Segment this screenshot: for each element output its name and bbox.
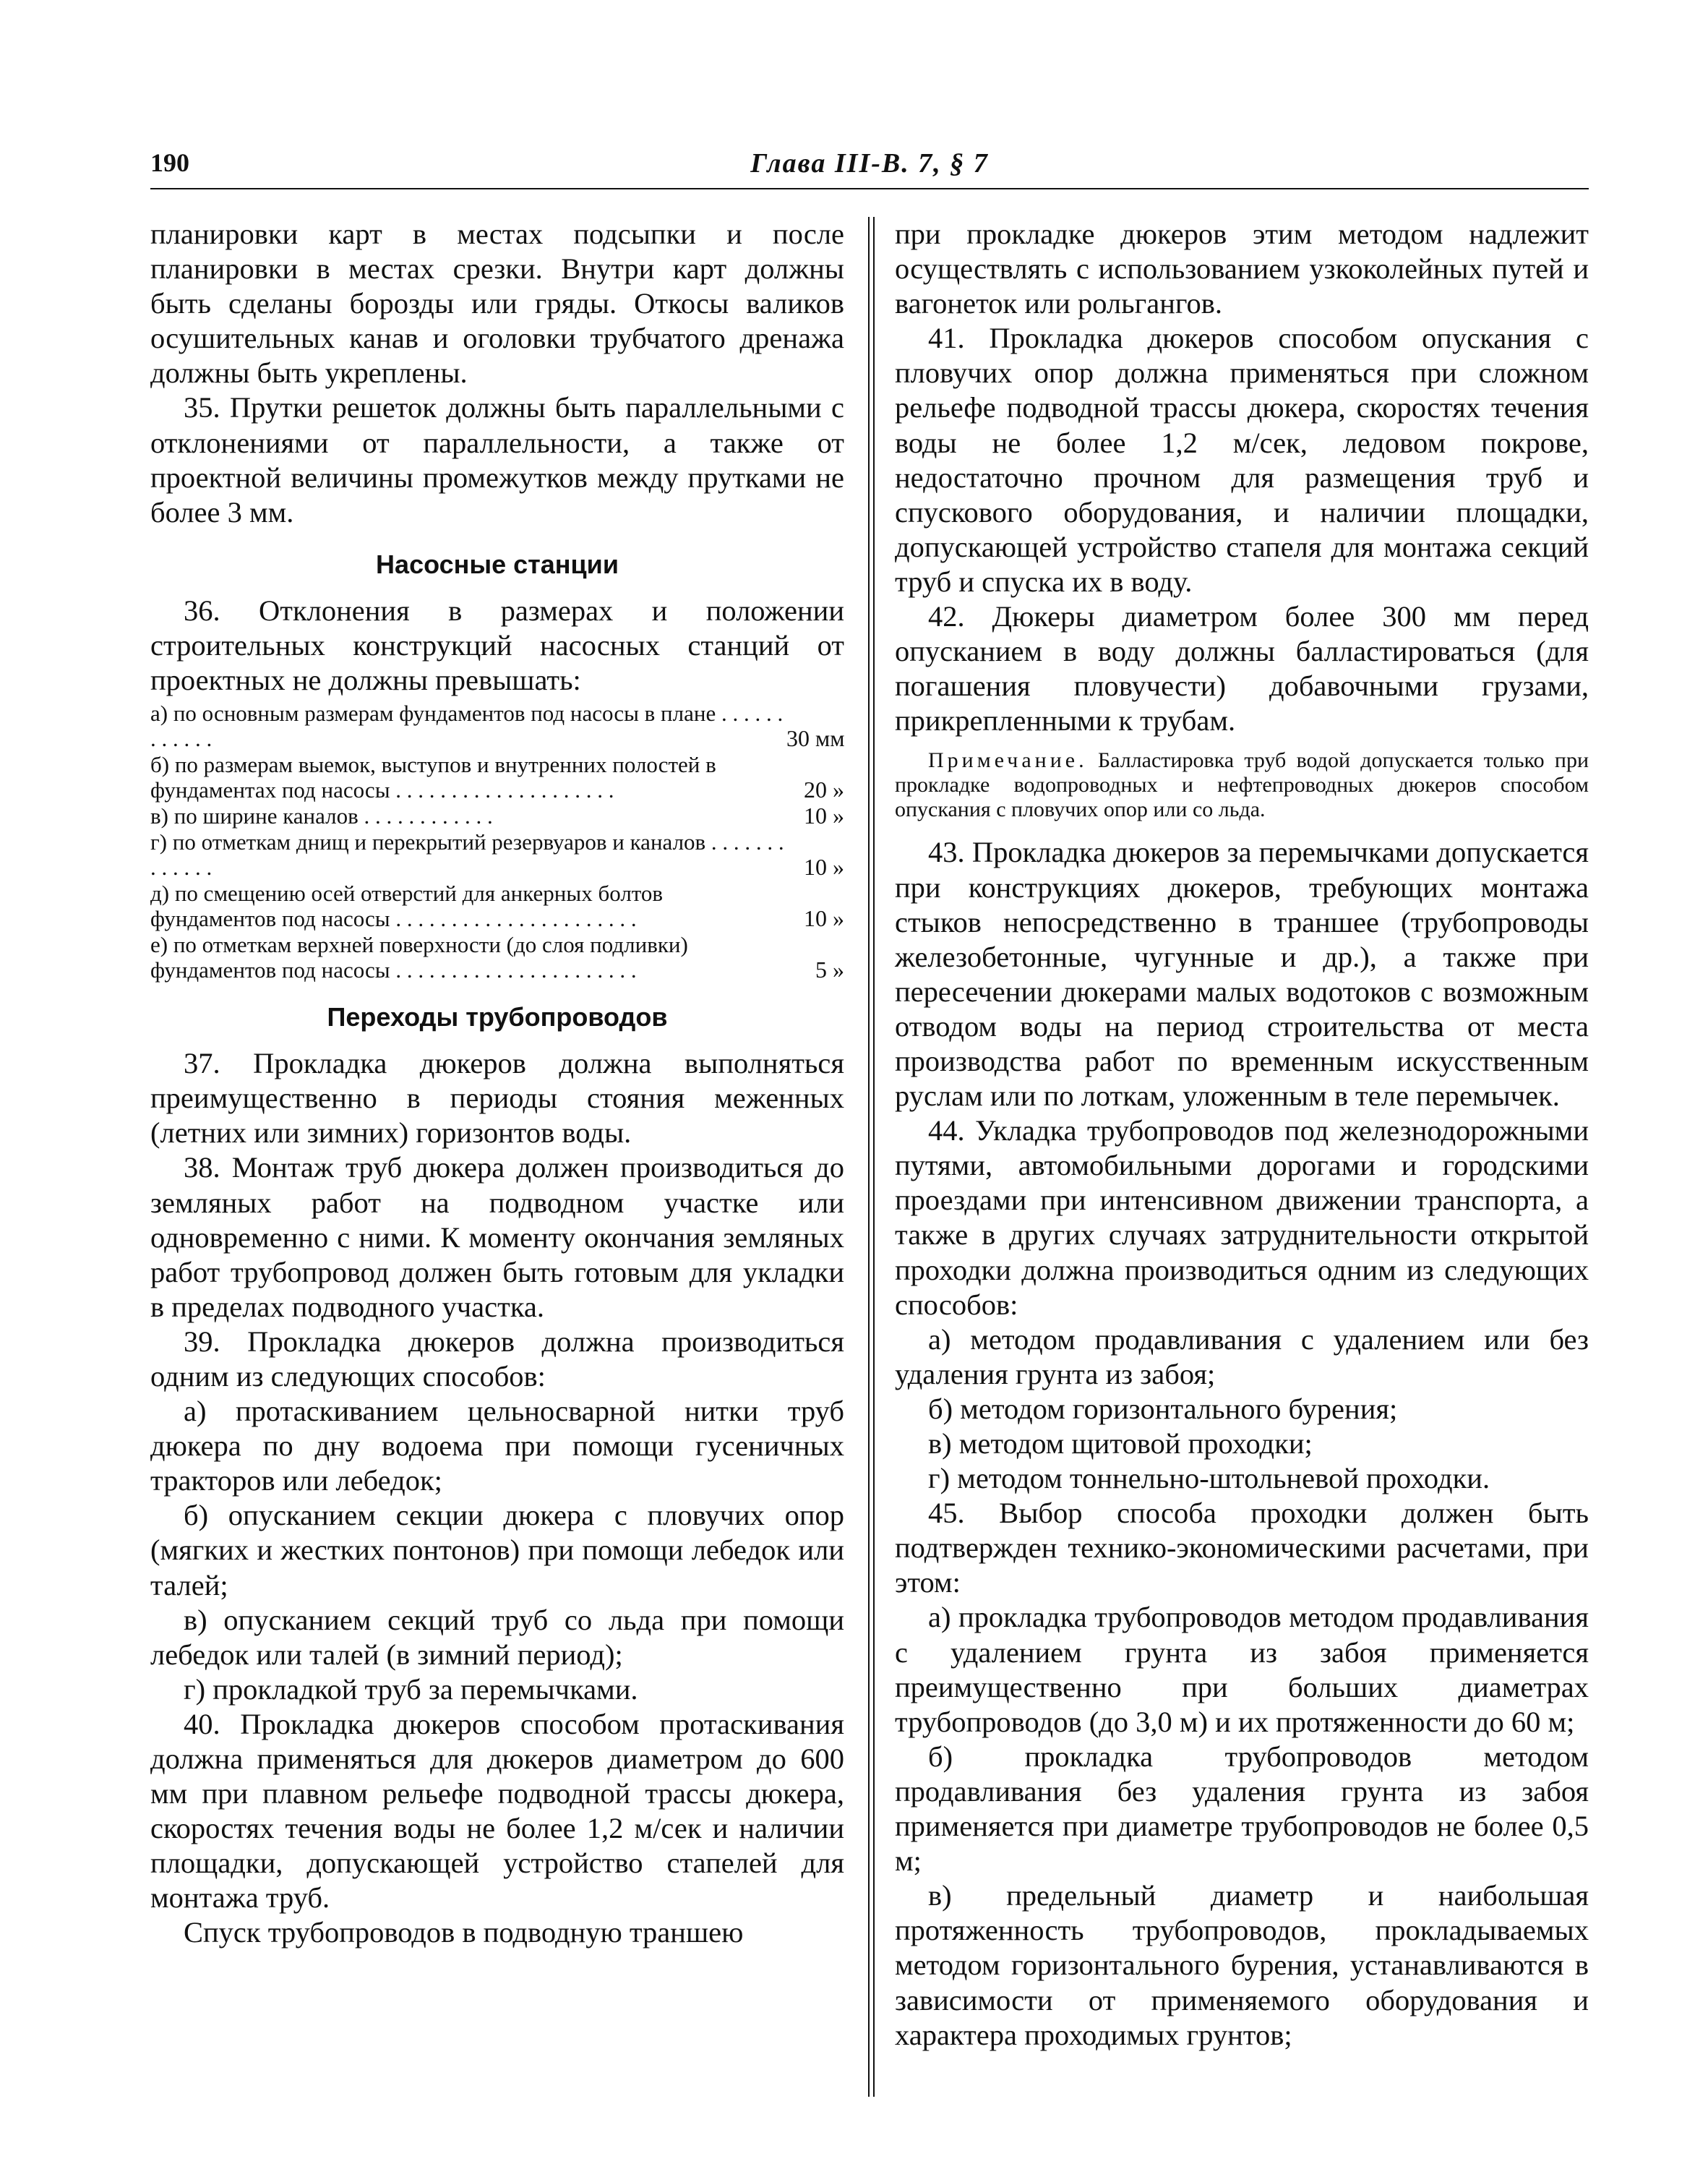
header-rule	[150, 188, 1589, 189]
tolerance-label: а) по основным размерам фундаментов под насосы в плане . . . . . . . . . . . .	[150, 701, 784, 752]
paragraph-44a: а) методом продавливания с удалением или без удаления грунта из забоя;	[895, 1322, 1589, 1390]
paragraph-39d: г) прокладкой труб за перемычками.	[184, 1672, 638, 1706]
paragraph-39a: а) протаскиванием цельносварной нитки труб дюкера по дну водоема при помощи гусеничных тракторов или лебедок;	[150, 1395, 844, 1497]
tolerance-item	[150, 829, 844, 880]
paragraph-44c: в) методом щитовой проходки;	[928, 1427, 1313, 1460]
tolerance-label: е) по отметкам верхней поверхности (до слоя подливки) фундаментов под насосы . . . . . . . . . . . . . . . . . . . . . .	[150, 932, 688, 983]
paragraph-continued: при прокладке дюкеров этим методом надлежит осуществлять с использованием узкоколейных путей и вагонеток или рольгангов.	[895, 218, 1589, 320]
tolerance-value: 20 »	[804, 777, 844, 803]
paragraph-36: 36. Отклонения в размерах и положении строительных конструкций насосных станций от проектных не должны превышать:	[150, 594, 844, 697]
paragraph-40-continued: Спуск трубопроводов в подводную траншею	[184, 1916, 744, 1949]
paragraph-43: 43. Прокладка дюкеров за перемычками допускается при конструкциях дюкеров, требующих монтажа стыков непосредственно в траншее (трубопроводы железобетонные, чугунные и др.), а также при пересечении дюкерами малых водотоков с возможным отводом воды на период строительства от места производства работ по временным искусственным руслам или по лоткам, уложенным в теле перемычек.	[895, 836, 1589, 1113]
tolerance-value: 10 »	[804, 803, 844, 829]
tolerance-label: б) по размерам выемок, выступов и внутренних полостей в фундаментах под насосы . . . . . . . . . . . . . . . . . . . .	[150, 752, 716, 803]
paragraph-45a: а) прокладка трубопроводов методом продавливания с удалением грунта из забоя применяется преимущественно при больших диаметрах трубопроводов (до 3,0 м) и их протяженности до 60 м;	[895, 1601, 1589, 1738]
paragraph-continued: планировки карт в местах подсыпки и после планировки в местах срезки. Внутри карт должны быть сделаны борозды или гряды. Откосы валиков осушительных канав и оголовки трубчатого дренажа должны быть укреплены.	[150, 218, 844, 390]
running-head: Глава III-В. 7, § 7	[750, 148, 989, 179]
tolerance-value: 5 »	[815, 957, 844, 983]
paragraph-45b: б) прокладка трубопроводов методом продавливания без удаления грунта из забоя применяется при диаметре трубопроводов не более 0,5 м;	[895, 1740, 1589, 1878]
tolerance-item	[150, 803, 844, 829]
paragraph-39c: в) опусканием секций труб со льда при помощи лебедок или талей (в зимний период);	[150, 1603, 844, 1671]
page-header	[150, 145, 1589, 188]
paragraph-38: 38. Монтаж труб дюкера должен производиться до земляных работ на подводном участке или одновременно с ними. К моменту окончания земляных работ трубопровод должен быть готовым для укладки в пределах подводного участка.	[150, 1151, 844, 1323]
tolerance-item	[150, 932, 844, 983]
column-divider-second	[873, 217, 875, 2097]
paragraph-39: 39. Прокладка дюкеров должна производиться одним из следующих способов:	[150, 1325, 844, 1393]
left-column	[150, 217, 844, 1951]
paragraph-42: 42. Дюкеры диаметром более 300 мм перед опусканием в воду должны балластироваться (для погашения пловучести) добавочными грузами, прикрепленными к трубам.	[895, 600, 1589, 737]
paragraph-35: 35. Прутки решеток должны быть параллельными с отклонениями от параллельности, а также от проектной величины промежутков между прутками не более 3 мм.	[150, 391, 844, 529]
paragraph-40: 40. Прокладка дюкеров способом протаскивания должна применяться для дюкеров диаметром до 600 мм при плавном рельефе подводной трассы дюкера, скоростях течения воды не более 1,2 м/сек и наличии площадки, допускающей устройство стапелей для монтажа труб.	[150, 1707, 844, 1915]
page-number: 190	[150, 148, 189, 177]
tolerance-label: г) по отметкам днищ и перекрытий резервуаров и каналов . . . . . . . . . . . . .	[150, 829, 784, 881]
tolerance-item	[150, 881, 844, 931]
note-body: Балластировка труб водой допускается только при прокладке водопроводных и нефтепроводных дюкеров способом опускания с пловучих опор или со льда.	[895, 748, 1589, 822]
paragraph-45: 45. Выбор способа проходки должен быть подтвержден технико-экономическими расчетами, при этом:	[895, 1497, 1589, 1599]
tolerance-value: 10 »	[804, 905, 844, 932]
document-page	[150, 145, 1589, 2140]
tolerance-value: 10 »	[804, 854, 844, 881]
paragraph-39b: б) опусканием секции дюкера с пловучих опор (мягких и жестких понтонов) при помощи лебедок или талей;	[150, 1499, 844, 1601]
note	[895, 748, 1589, 822]
paragraph-45c: в) предельный диаметр и наибольшая протяженность трубопроводов, прокладываемых методом горизонтального бурения, устанавливаются в зависимости от применяемого оборудования и характера проходимых грунтов;	[895, 1879, 1589, 2051]
section-heading-pump-stations: Насосные станции	[376, 549, 619, 579]
tolerance-item	[150, 701, 844, 751]
paragraph-37: 37. Прокладка дюкеров должна выполняться преимущественно в периоды стояния меженных (летних или зимних) горизонтов воды.	[150, 1047, 844, 1150]
tolerance-list	[150, 701, 844, 983]
tolerance-item	[150, 752, 844, 803]
paragraph-44b: б) методом горизонтального бурения;	[928, 1392, 1398, 1425]
paragraph-41: 41. Прокладка дюкеров способом опускания с пловучих опор должна применяться при сложном рельефе подводной трассы дюкера, скоростях течения воды не более 1,2 м/сек, ледовом покрове, недостаточно прочном для размещения труб и спускового оборудования, и наличии площадки, допускающей устройство стапеля для монтажа секций труб и спуска их в воду.	[895, 322, 1589, 598]
column-divider	[868, 217, 870, 2097]
paragraph-44: 44. Укладка трубопроводов под железнодорожными путями, автомобильными дорогами и городскими проездами при интенсивном движении транспорта, а также в других случаях затруднительности открытой проходки должна производиться одним из следующих способов:	[895, 1114, 1589, 1321]
section-heading-pipeline-crossings: Переходы трубопроводов	[327, 1002, 668, 1032]
paragraph-44d: г) методом тоннельно-штольневой проходки.	[928, 1462, 1490, 1495]
tolerance-value: 30 мм	[786, 725, 845, 752]
tolerance-label: в) по ширине каналов . . . . . . . . . . . .	[150, 803, 493, 829]
note-heading: Примечание.	[928, 748, 1088, 773]
tolerance-label: д) по смещению осей отверстий для анкерных болтов фундаментов под насосы . . . . . . . . . . . . . . . . . . . . . .	[150, 881, 664, 932]
right-column	[895, 217, 1589, 2053]
